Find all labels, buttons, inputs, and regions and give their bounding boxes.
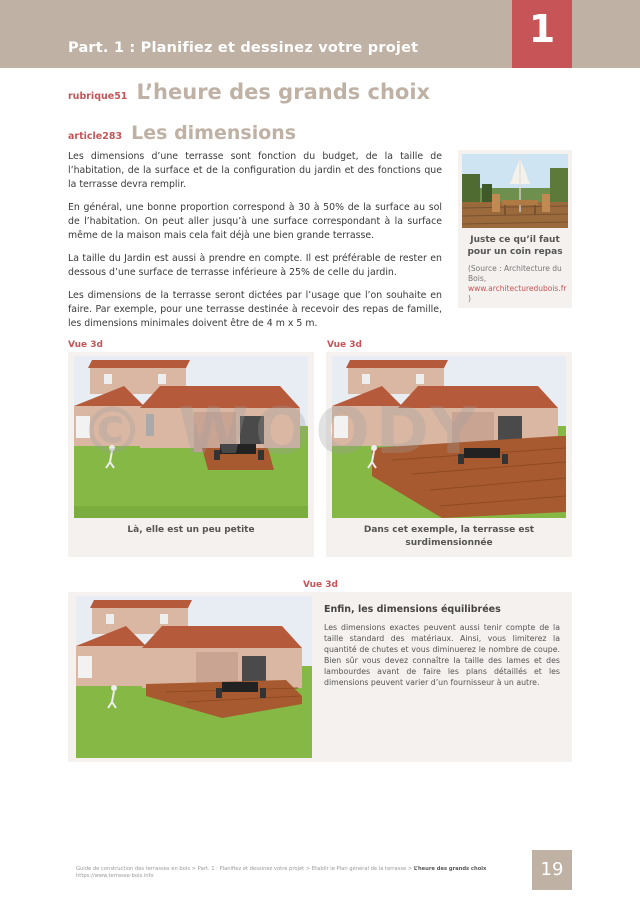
figure-3-text: Les dimensions exactes peuvent aussi tenir compte de la taille standard des matériaux. Ainsi, vous limiterez la quantité de chutes et vous diminuerez le nombre de coupe. Bien sûr vous devez connaître la taille des lames et des lambourdes avant de faire les plans détaillés et les dimensions peuvent varier d’un fournisseur à un autre. (324, 623, 560, 687)
terrace-dining-photo (462, 154, 568, 228)
figure-3-box (68, 592, 572, 762)
page-header (0, 0, 640, 68)
paragraph: En général, une bonne proportion correspond à 30 à 50% de la surface au sol de l’habitation. On peut aller jusqu’à une surface correspondant à la surface même de la maison mais cela fait déjà une bien grande terrasse. (68, 202, 442, 241)
figure-2-label: Vue 3d (327, 340, 362, 350)
figure-2-caption: Dans cet exemple, la terrasse est surdimensionnée (363, 525, 535, 548)
source-suffix: ) (468, 294, 471, 303)
article-tag: article283 (68, 131, 123, 142)
figure-1-caption: Là, elle est un peu petite (127, 525, 255, 535)
figure-1-label: Vue 3d (68, 340, 103, 350)
rubrique-title: L’heure des grands choix (136, 80, 431, 104)
house-balanced-terrace-render (76, 596, 312, 758)
footer-url[interactable]: https://www.terrasse-bois.info (76, 873, 154, 879)
paragraph: La taille du Jardin est aussi à prendre en compte. Il est préférable de rester en dessous d’une surface de terrasse inférieure à 25% de celle du jardin. (68, 253, 442, 278)
source-link[interactable]: www.architecturedubois.fr (468, 284, 567, 293)
rubrique-heading (68, 80, 430, 104)
header-title: Part. 1 : Planifiez et dessinez votre projet (68, 40, 419, 56)
sidebar-source (468, 264, 568, 304)
source-prefix: (Source : Architecture du Bois, (468, 264, 562, 283)
figure-3-label: Vue 3d (303, 580, 338, 590)
paragraph: Les dimensions de la terrasse seront dictées par l’usage que l’on souhaite en faire. Par exemple, pour une terrasse destinée à recevoir des repas de famille, les dimensions minimales doivent être de 4 m x 5 m. (68, 290, 442, 329)
sidebar-photo-box (458, 150, 572, 308)
article-heading (68, 122, 296, 144)
footer-breadcrumb-current: L’heure des grands choix (413, 866, 487, 872)
rubrique-tag: rubrique51 (68, 91, 128, 102)
sidebar-caption: Juste ce qu’il faut pour un coin repas (467, 235, 563, 257)
page-footer (76, 866, 516, 880)
page-number: 19 (532, 850, 572, 890)
figure-3-title: Enfin, les dimensions équilibrées (324, 604, 501, 615)
paragraph: Les dimensions d’une terrasse sont fonction du budget, de la taille de l’habitation, de la surface et de la configuration du jardin et des fonctions que la terrasse devra remplir. (68, 151, 442, 190)
part-number-badge: 1 (512, 0, 572, 68)
article-body (68, 150, 442, 340)
copyright-watermark: © WOODY (80, 395, 483, 469)
footer-breadcrumb: Guide de construction des terrasses en bois > Part. 1 : Planifiez et dessinez votre projet > Etablir le Plan général de la terrasse > (76, 866, 414, 872)
article-title: Les dimensions (131, 122, 297, 144)
